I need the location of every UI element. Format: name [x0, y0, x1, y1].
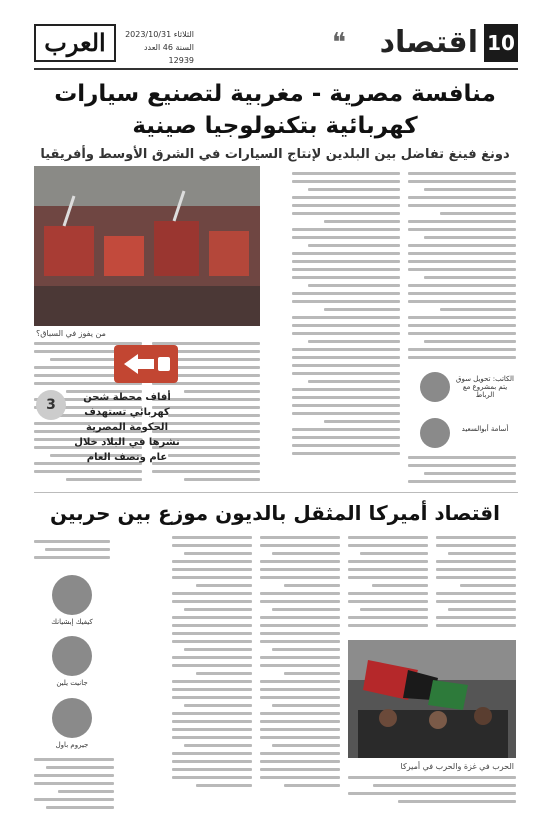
portrait-avatar: [52, 698, 92, 738]
author-name: أسامة أبوالسعيد: [461, 425, 509, 433]
author-avatar: [420, 372, 450, 402]
text-column: [436, 536, 516, 632]
photo-caption: من يفوز في السباق؟: [36, 329, 106, 338]
text-column: [260, 536, 340, 792]
issue-number: السنة 46 العدد 12939: [143, 43, 194, 65]
page-number: 10: [484, 24, 518, 62]
sidebar-quote: [34, 540, 110, 564]
charging-car-icon: [114, 345, 178, 383]
factory-illustration: [34, 166, 260, 326]
text-column: [292, 172, 400, 460]
article-photo-2: [348, 640, 516, 758]
article-subhead: دونغ فينغ تفاضل بين البلدين لإنتاج السيارات في الشرق الأوسط وأفريقيا: [40, 147, 510, 162]
portrait-avatar: [52, 575, 92, 615]
author-avatar: [420, 418, 450, 448]
ev-charging-infobox: [114, 345, 178, 383]
portrait-label: كيفيك إبشيانك: [51, 618, 93, 626]
pull-quote: أفاف محطة شحن كهربائي تستهدف الحكومة المصرية نشرها في البلاد خلال عام ونصف العام: [74, 392, 180, 463]
text-column: [172, 536, 252, 792]
text-column: [34, 758, 114, 814]
header-rule: [34, 68, 518, 70]
portrait-label: جيروم باول: [55, 741, 89, 749]
text-column: [408, 172, 516, 364]
page-header: [34, 22, 518, 66]
protest-illustration: [348, 640, 516, 758]
quote-icon: ❝: [332, 28, 346, 58]
text-column: [348, 776, 516, 808]
article-headline: منافسة مصرية - مغربية لتصنيع سيارات كهربائية بتكنولوجيا صينية: [54, 81, 496, 139]
newspaper-logo: العرب: [34, 24, 116, 62]
author-name: الكاتب: تحويل سوق يتم بمشروع مع الرباط: [456, 375, 514, 399]
section-title: اقتصاد: [379, 25, 478, 60]
article-photo: [34, 166, 260, 326]
text-column: [348, 536, 428, 632]
photo-caption-2: الحرب في غزة والحرب في أميركا: [400, 762, 514, 771]
issue-date: الثلاثاء 2023/10/31: [125, 30, 194, 39]
section-divider: [34, 492, 518, 493]
issue-info: [122, 28, 194, 67]
article-headline-2: اقتصاد أميركا المثقل بالديون موزع بين حربين: [49, 501, 501, 525]
portrait-label: جانيت يلين: [56, 679, 88, 687]
portrait-avatar: [52, 636, 92, 676]
pull-quote-number: 3: [36, 390, 66, 420]
text-column: [408, 456, 516, 488]
